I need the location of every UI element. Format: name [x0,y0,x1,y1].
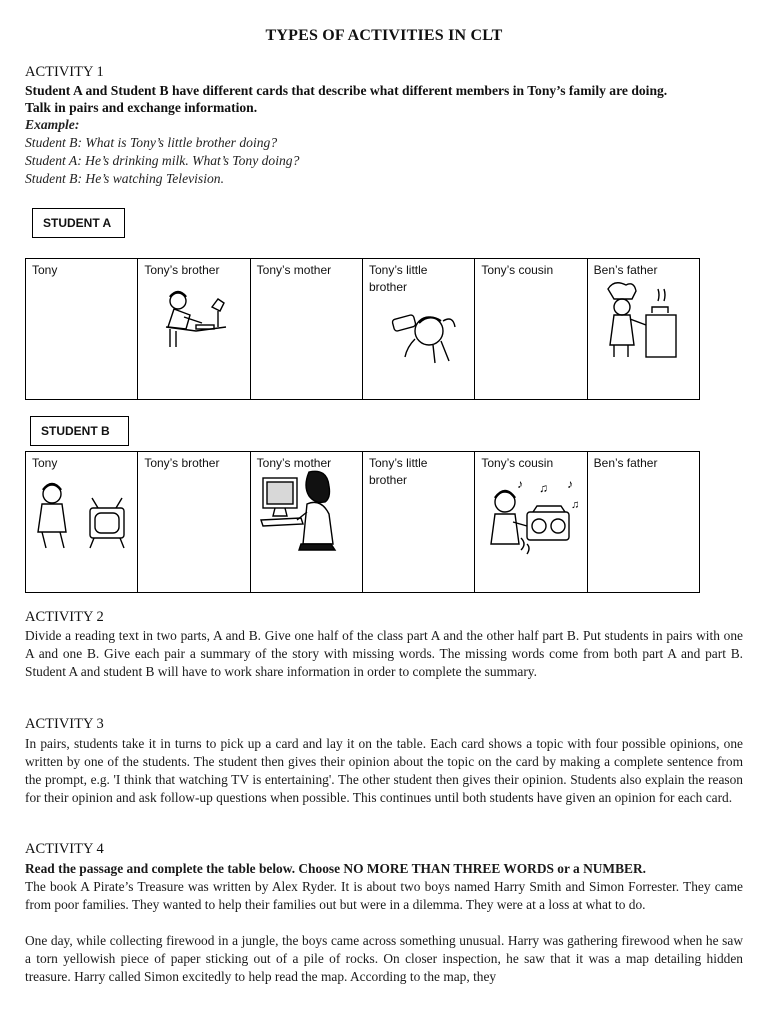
cell-label: Tony’s mother [256,263,332,277]
student-a-cell-cousin [475,259,587,400]
cell-label: Tony’s cousin [481,456,554,470]
student-b-label: STUDENT B [30,416,129,446]
example-line-3: Student B: He’s watching Television. [25,171,224,186]
student-a-table [25,258,700,400]
cell-label: Tony’s mother [256,456,332,470]
activity-1-instruction-line-1: Student A and Student B have different cards that describe what different members in Tony’s family are doing. [25,83,668,98]
boy-drinking-icon [389,309,459,367]
activity-2-text: Divide a reading text in two parts, A and B. Give one half of the class part A and the other half part B. Put students in pairs with one A and one B. Give each pair a summary of the story with missing words. The missing words come from both part A and part B. Student A and student B will have to work share information in order to complete the summary. [25,628,743,679]
cell-label: Tony’s little brother [368,456,428,487]
student-b-cell-mother [250,452,362,593]
student-b-cell-bens-father [587,452,699,593]
cell-label: Ben’s father [593,456,658,470]
cell-label: Tony’s brother [144,263,220,277]
activity-4-heading: ACTIVITY 4 [25,841,104,857]
cell-label: Ben’s father [593,263,658,277]
student-a-cell-bens-father [587,259,699,400]
activity-4-instruction: Read the passage and complete the table below. Choose NO MORE THAN THREE WORDS or a NUMBER. [25,861,646,876]
activity-1-instruction-line-2: Talk in pairs and exchange information. [25,100,258,115]
cell-label: Tony [32,263,58,277]
activity-1-heading: ACTIVITY 1 [25,64,104,80]
activity-1-instructions [25,82,755,188]
student-b-cell-cousin [475,452,587,593]
man-cooking-icon [600,279,680,359]
svg-text:♫: ♫ [539,481,549,495]
page-title: TYPES OF ACTIVITIES IN CLT [265,27,503,44]
student-b-cell-little-brother [362,452,474,593]
student-b-table [25,451,700,593]
example-line-2: Student A: He’s drinking milk. What’s Tony doing? [25,153,300,168]
svg-text:♪: ♪ [517,478,524,491]
boy-with-boombox-icon [487,478,583,558]
example-label: Example: [25,117,80,132]
activity-4-paragraph-1: The book A Pirate’s Treasure was written by Alex Ryder. It is about two boys named Harry Smith and Simon Forrester. They came from poor families. They wanted to help their families out but were in a dilemma. They were at a loss at what to do. [25,879,743,912]
student-b-cell-tony [26,452,138,593]
activity-2-heading: ACTIVITY 2 [25,609,104,625]
student-a-cell-tony [26,259,138,400]
student-a-cell-brother [138,259,250,400]
activity-3-heading: ACTIVITY 3 [25,716,104,732]
svg-text:♫: ♫ [571,499,580,511]
cell-label: Tony [32,456,58,470]
boy-watching-tv-icon [32,480,132,552]
student-a-label: STUDENT A [32,208,125,238]
woman-at-computer-icon [257,468,347,552]
svg-text:♪: ♪ [567,478,574,491]
student-b-cell-brother [138,452,250,593]
student-a-cell-mother [250,259,362,400]
student-a-cell-little-brother [362,259,474,400]
activity-3-text: In pairs, students take it in turns to pick up a card and lay it on the table. Each card shows a topic with four possible opinions, one written by one of the students. The student then gives their opinion about the topic on the card by making a complete sentence from the prompt, e.g. 'I think that watching TV is entertaining'. The other student then gives their opinion. Students also explain the reason for their opinion and ask follow-up questions when possible. This continues until both students have given an opinion for each card. [25,736,743,805]
boy-studying-icon [156,287,236,351]
cell-label: Tony’s cousin [481,263,554,277]
example-line-1: Student B: What is Tony’s little brother doing? [25,135,278,150]
cell-label: Tony’s little brother [368,263,428,294]
cell-label: Tony’s brother [144,456,220,470]
activity-4-paragraph-2: One day, while collecting firewood in a jungle, the boys came across something unusual. Harry was gathering firewood when he saw a torn yellowish piece of paper sticking out of a pile of rocks. On closer inspection, he saw that it was a map detailing hidden treasure. Harry called Simon excitedly to help read the map. According to the map, they [25,933,743,984]
